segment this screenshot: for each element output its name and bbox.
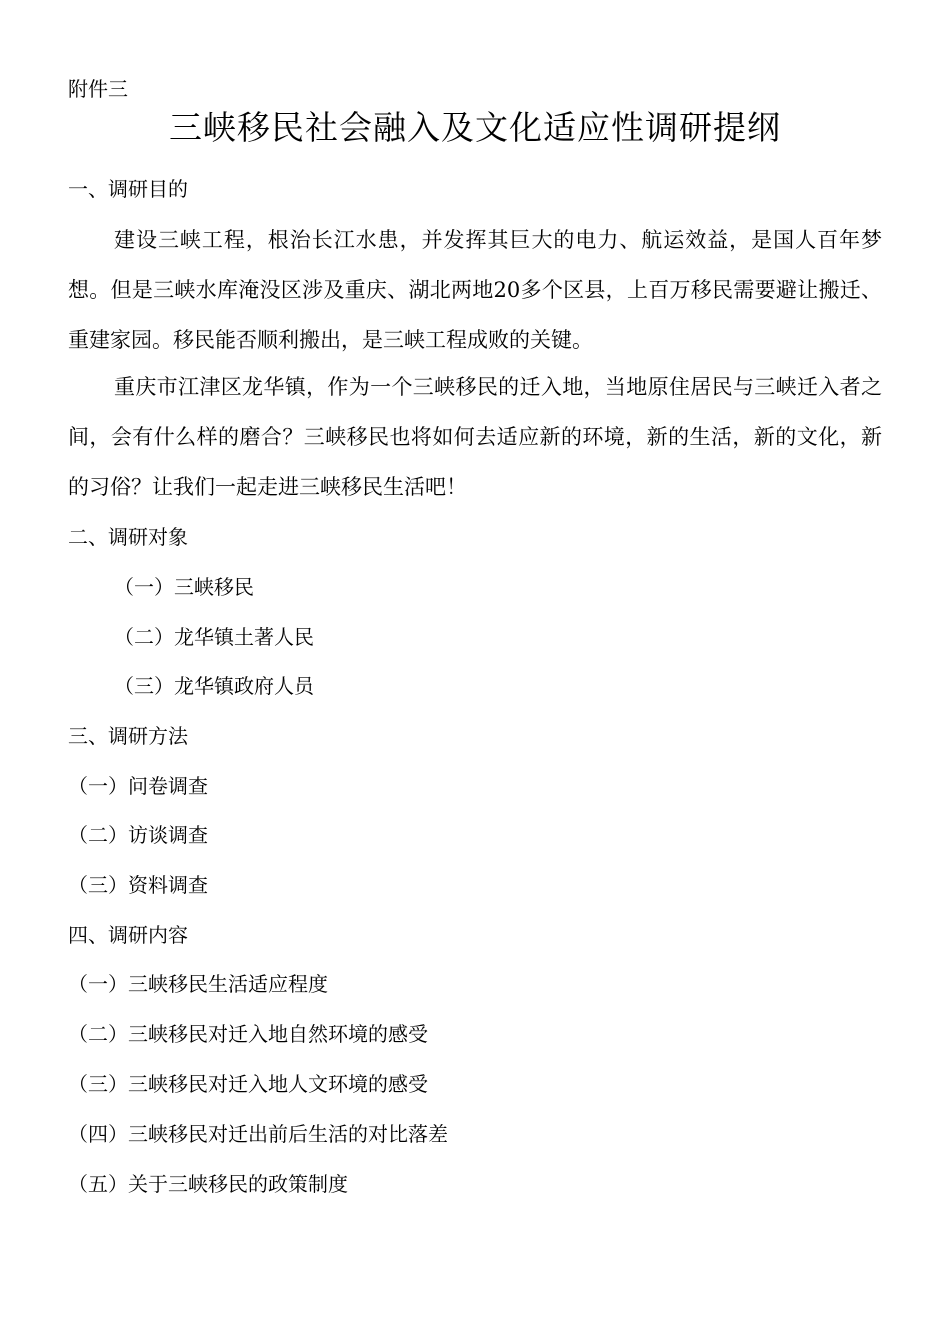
section-1-paragraph-2: 重庆市江津区龙华镇，作为一个三峡移民的迁入地，当地原住居民与三峡迁入者之间，会有什么样的磨合？三峡移民也将如何去适应新的环境，新的生活，新的文化，新的习俗？让我们一起走进三峡移民生活吧！	[68, 375, 882, 499]
section-4-item-2: （二）三峡移民对迁入地自然环境的感受	[68, 1022, 428, 1046]
document-title: 三峡移民社会融入及文化适应性调研提纲	[169, 108, 781, 147]
section-2-item-2: （二）龙华镇土著人民	[114, 625, 314, 649]
section-2-item-3: （三）龙华镇政府人员	[114, 674, 314, 698]
section-3-item-2: （二）访谈调查	[68, 823, 208, 847]
section-3-item-1: （一）问卷调查	[68, 774, 208, 798]
section-4-item-4: （四）三峡移民对迁出前后生活的对比落差	[68, 1122, 448, 1146]
section-3-item-3: （三）资料调查	[68, 873, 208, 897]
section-4-item-3: （三）三峡移民对迁入地人文环境的感受	[68, 1072, 428, 1096]
section-3-heading: 三、调研方法	[68, 724, 188, 748]
section-4-heading: 四、调研内容	[68, 923, 188, 947]
section-2-heading: 二、调研对象	[68, 525, 188, 549]
section-4-item-1: （一）三峡移民生活适应程度	[68, 972, 328, 996]
section-1-heading: 一、调研目的	[68, 177, 188, 201]
section-4-item-5: （五）关于三峡移民的政策制度	[68, 1172, 348, 1196]
section-1-paragraph-1: 建设三峡工程，根治长江水患，并发挥其巨大的电力、航运效益，是国人百年梦想。但是三峡水库淹没区涉及重庆、湖北两地20多个区县，上百万移民需要避让搬迁、重建家园。移民能否顺利搬出，是三峡工程成败的关键。	[68, 228, 882, 352]
attachment-label: 附件三	[68, 77, 128, 101]
section-2-item-1: （一）三峡移民	[114, 575, 254, 599]
